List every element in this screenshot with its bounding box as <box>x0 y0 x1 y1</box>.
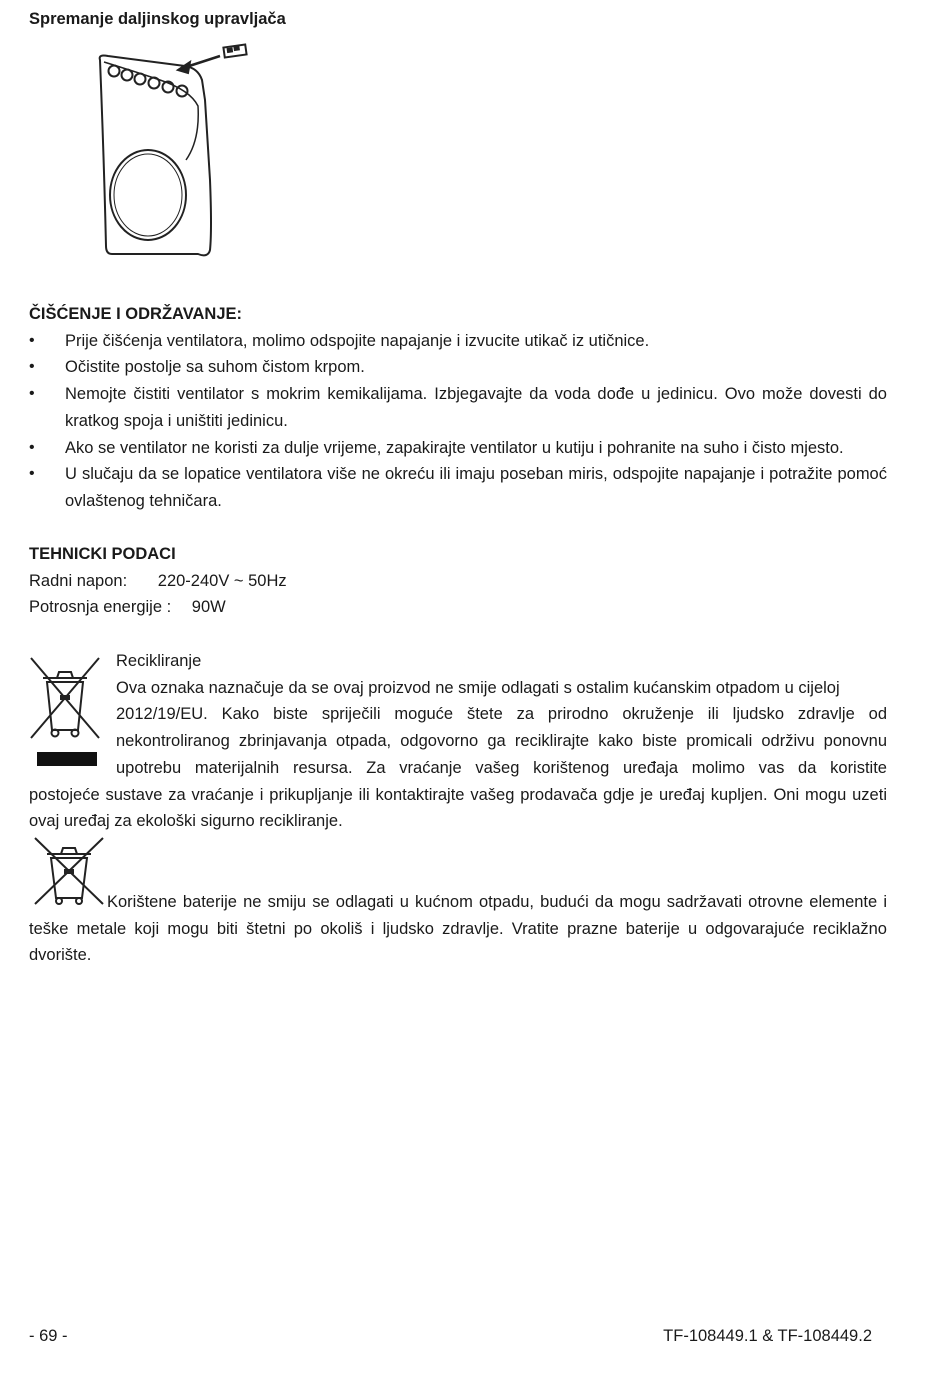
power-value: 90W <box>191 598 226 617</box>
recycling-line: upotrebu materijalnih resursa. Za vraćanje vašeg korištenog uređaja molimo vas da koristite <box>116 758 887 777</box>
voltage-label: Radni napon: <box>29 571 128 590</box>
list-item: • Nemojte čistiti ventilator s mokrim kemikalijama. Izbjegavajte da voda dođe u jedinicu. Ovo može dovesti do kratkog spoja i uništiti jedinicu. <box>29 381 887 434</box>
list-item: • U slučaju da se lopatice ventilatora više ne okreću ili imaju poseban miris, odspojite napajanje i potražite pomoć ovlaštenog tehničara. <box>29 461 887 514</box>
voltage-row <box>29 568 887 595</box>
list-item: • Ako se ventilator ne koristi za dulje vrijeme, zapakirajte ventilator u kutiju i pohranite na suho i čisto mjesto. <box>29 435 887 462</box>
cleaning-heading: ČIŠĆENJE I ODRŽAVANJE: <box>29 305 243 323</box>
power-label: Potrosnja energije : <box>29 598 172 617</box>
cleaning-list <box>29 328 887 515</box>
battery-text: Korištene baterije ne smiju se odlagati u kućnom otpadu, budući da mogu sadržavati otrovne elemente i teške metale koji mogu biti štetni po okoliš i ljudsko zdravlje. Vratite prazne baterije u odgovarajuće reciklažno dvorište. <box>29 893 887 965</box>
tech-heading: TEHNICKI PODACI <box>29 545 176 563</box>
page-title: Spremanje daljinskog upravljača <box>29 10 286 28</box>
voltage-value: 220-240V ~ 50Hz <box>157 571 287 590</box>
battery-section <box>29 836 887 969</box>
recycling-heading: Recikliranje <box>116 652 202 670</box>
recycling-section <box>29 648 887 835</box>
fan-illustration-icon <box>90 40 280 265</box>
power-row <box>29 594 887 621</box>
weee-crossed-bin-icon <box>29 656 101 777</box>
list-item: • Očistite postolje sa suhom čistom krpom. <box>29 354 887 381</box>
recycling-line: Ova oznaka naznačuje da se ovaj proizvod ne smije odlagati s ostalim kućanskim otpadom u cijeloj <box>116 678 840 697</box>
battery-disposal-icon <box>33 836 105 917</box>
technical-data <box>29 541 887 621</box>
list-item: • Prije čišćenja ventilatora, molimo odspojite napajanje i izvucite utikač iz utičnice. <box>29 328 887 355</box>
recycling-line: 2012/19/EU. Kako biste spriječili moguće štete za prirodno okruženje ili ljudsko zdravlje od <box>116 705 887 724</box>
model-number: TF-108449.1 & TF-108449.2 <box>663 1327 872 1345</box>
recycling-text: postojeće sustave za vraćanje i prikupljanje ili kontaktirajte vašeg prodavača gdje je uređaj kupljen. Oni mogu uzeti ovaj uređaj za ekološki sigurno recikliranje. <box>29 785 887 831</box>
fan-remote-storage-illustration <box>90 40 280 270</box>
page-number: - 69 - <box>29 1327 68 1345</box>
recycling-line: nekontroliranog zbrinjavanja otpada, odgovorno ga reciklirajte kako biste promicali održivu ponovnu <box>116 732 887 751</box>
